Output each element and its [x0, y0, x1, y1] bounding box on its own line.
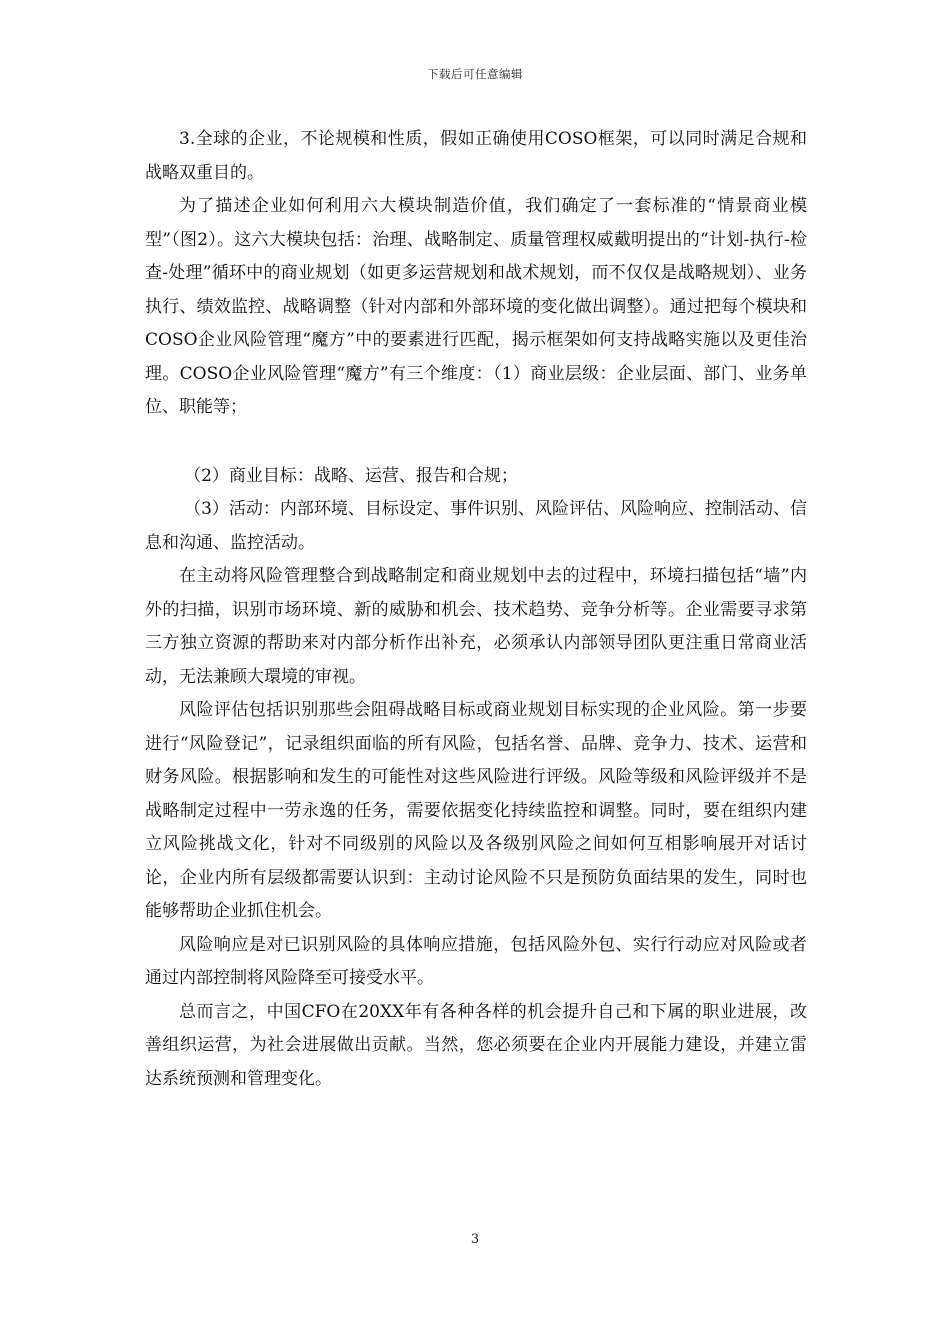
paragraph-environment-scan: 在主动将风险管理整合到战略制定和商业规划中去的过程中，环境扫描包括“墙”内外的扫描，识别市场环境、新的威胁和机会、技术趋势、竞争分析等。企业需要寻求第三方独立资源的帮助来对内部分析作出补充，必须承认内部领导团队更注重日常商业活动，无法兼顾大環境的审视。 [145, 566, 807, 687]
paragraph-business-model: 为了描述企业如何利用六大模块制造价值，我们确定了一套标准的“情景商业模型”（图2）。这六大模块包括：治理、战略制定、质量管理权威戴明提出的“计划-执行-检查-处理”循环中的商业规划（如更多运营规划和战术规划，而不仅仅是战略规划）、业务执行、绩效监控、战略调整（针对内部和外部环境的变化做出调整）。通过把每个模块和COSO企业风险管理“魔方”中的要素进行匹配，揭示框架如何支持战略实施以及更佳治理。COSO企业风险管理“魔方”有三个维度：（1）商业层级：企业层面、部门、业务单位、职能等； [145, 196, 807, 417]
page-number: 3 [470, 1232, 480, 1247]
document-body [145, 123, 807, 1096]
paragraph-activities: （3）活动：内部环境、目标设定、事件识别、风险评估、风险响应、控制活动、信息和沟通、监控活动。 [145, 499, 807, 553]
paragraph-risk-response: 风险响应是对已识别风险的具体响应措施，包括风险外包、实行行动应对风险或者通过内部控制将风险降至可接受水平。 [145, 934, 807, 988]
page-header: 下载后可任意编辑 [427, 67, 523, 81]
paragraph-risk-assessment: 风险评估包括识别那些会阻碍战略目标或商业规划目标实现的企业风险。第一步要进行“风险登记”，记录组织面临的所有风险，包括名誉、品牌、竞争力、技术、运营和财务风险。根据影响和发生的可能性对这些风险进行评级。风险等级和风险评级并不是战略制定过程中一劳永逸的任务，需要依据变化持续监控和调整。同时，要在组织内建立风险挑战文化，针对不同级别的风险以及各级别风险之间如何互相影响展开对话讨论，企业内所有层级都需要认识到：主动讨论风险不只是预防负面结果的发生，同时也能够帮助企业抓住机会。 [145, 700, 807, 921]
paragraph-conclusion: 总而言之，中国CFO在20XX年有各种各样的机会提升自己和下属的职业进展，改善组织运营，为社会进展做出贡献。当然，您必须要在企业内开展能力建设，并建立雷达系统预测和管理变化。 [145, 1001, 807, 1089]
paragraph-business-objectives: （2）商业目标：战略、运营、报告和合规； [184, 465, 518, 486]
paragraph-coso-global: 3.全球的企业，不论规模和性质，假如正确使用COSO框架，可以同时满足合规和战略双重目的。 [145, 129, 807, 183]
